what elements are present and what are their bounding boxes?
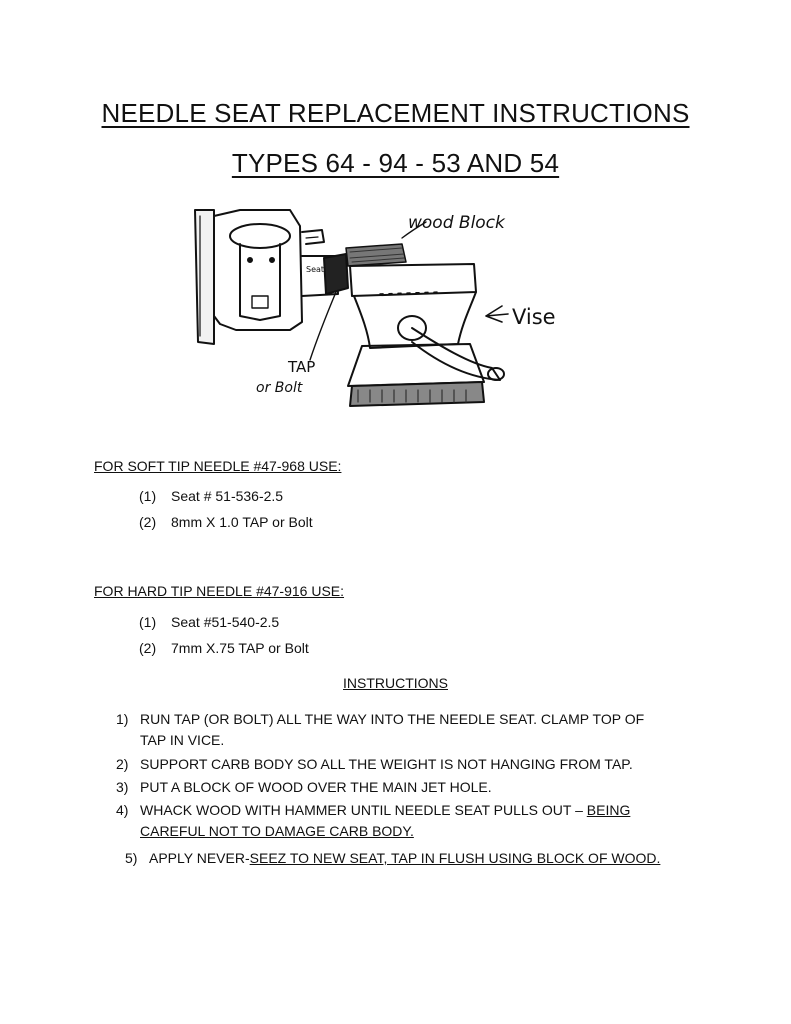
carb-body: [214, 210, 302, 330]
instruction-step: 3) PUT A BLOCK OF WOOD OVER THE MAIN JET HOLE.: [116, 779, 492, 795]
list-item: (2) 7mm X.75 TAP or Bolt: [139, 640, 309, 656]
vise-handle: [412, 328, 500, 380]
instruction-step: 2) SUPPORT CARB BODY SO ALL THE WEIGHT IS NOT HANGING FROM TAP.: [116, 756, 633, 772]
page-subtitle: TYPES 64 - 94 - 53 AND 54: [231, 148, 560, 178]
list-item: (1) Seat #51-540-2.5: [139, 614, 280, 630]
carb-vise-sketch: [140, 196, 655, 442]
instruction-step: 5) APPLY NEVER-SEEZ TO NEW SEAT, TAP IN FLUSH USING BLOCK OF WOOD.: [125, 850, 661, 866]
label-vise: Vise: [512, 305, 556, 329]
list-item: (2) 8mm X 1.0 TAP or Bolt: [139, 514, 313, 530]
hard-tip-heading: FOR HARD TIP NEEDLE #47-916 USE:: [94, 583, 345, 599]
vise-top: [350, 264, 476, 296]
label-tap: TAP: [288, 358, 316, 376]
carb-flange: [195, 210, 214, 344]
label-wood-block: wood Block: [408, 213, 505, 233]
soft-tip-heading: FOR SOFT TIP NEEDLE #47-968 USE:: [94, 458, 342, 474]
label-or-bolt: or Bolt: [256, 380, 303, 396]
instruction-step: 4) WHACK WOOD WITH HAMMER UNTIL NEEDLE SEAT PULLS OUT – BEING CAREFUL NOT TO DAMAGE CARB BODY.: [116, 802, 631, 839]
label-seat: Seat: [306, 265, 325, 274]
instructions-heading: INSTRUCTIONS: [343, 675, 448, 691]
page-title: NEEDLE SEAT REPLACEMENT INSTRUCTIONS: [101, 98, 690, 128]
vise-base: [348, 344, 484, 386]
list-item: (1) Seat # 51-536-2.5: [139, 488, 284, 504]
instruction-step: 1) RUN TAP (OR BOLT) ALL THE WAY INTO THE NEEDLE SEAT. CLAMP TOP OF TAP IN VICE.: [116, 711, 645, 748]
